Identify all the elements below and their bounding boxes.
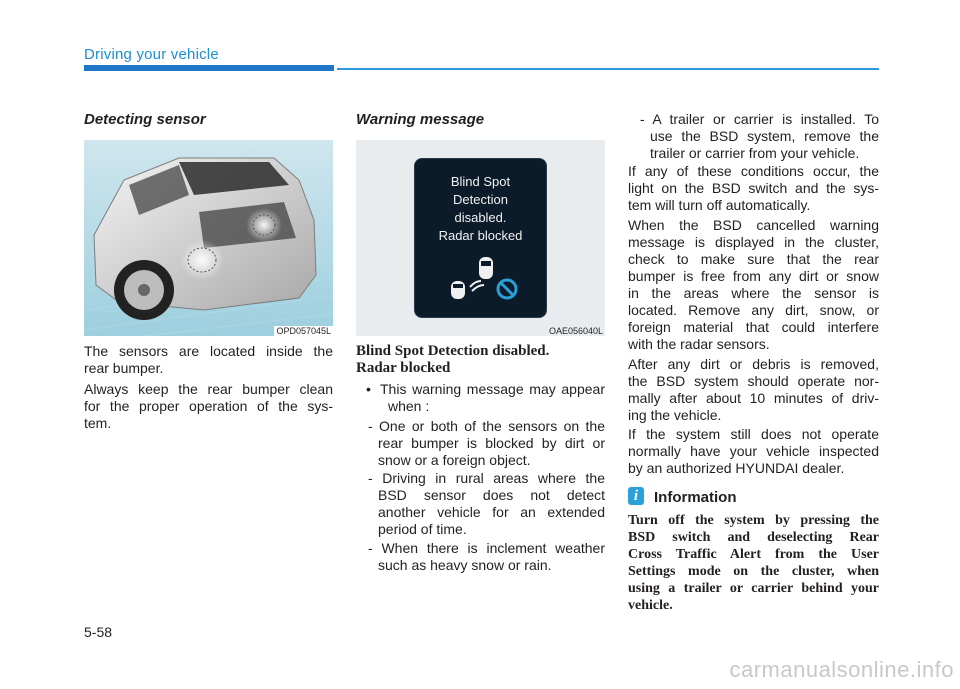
- text-line: - A trailer or carrier is installed. To: [640, 111, 879, 127]
- watermark[interactable]: carmanualsonline.info: [729, 657, 954, 682]
- text-line: by an authorized HYUNDAI dealer.: [628, 460, 845, 476]
- cluster-line: Blind Spot: [450, 174, 511, 189]
- text-line: message is displayed in the cluster,: [628, 234, 879, 250]
- text-line: check to make sure that the rear: [628, 251, 879, 267]
- text-line: when :: [388, 398, 430, 414]
- text-line: snow or a foreign object.: [378, 452, 531, 468]
- bsd-blocked-icon: [415, 251, 546, 311]
- text-line: using a trailer or carrier behind your: [628, 581, 879, 596]
- text-line: When the BSD cancelled warning: [628, 217, 879, 233]
- sub-item-1: [368, 418, 605, 469]
- text-line: Cross Traffic Alert from the User: [628, 547, 879, 562]
- text-line: - One or both of the sensors on the: [368, 418, 605, 434]
- text-line: mally after about 10 minutes of driv-: [628, 390, 879, 406]
- figure-caption: OAE056040L: [548, 326, 603, 336]
- text-line: Blind Spot Detection disabled.: [356, 343, 550, 359]
- text-line: The sensors are located inside the: [84, 343, 333, 359]
- subheading-bsd-disabled: [356, 343, 549, 377]
- text-line: such as heavy snow or rain.: [378, 557, 552, 573]
- sub-item-2: [368, 470, 605, 538]
- right-para-4: [628, 426, 879, 477]
- text-line: Always keep the rear bumper clean: [84, 381, 333, 397]
- cluster-line: Radar blocked: [438, 228, 523, 243]
- cluster-display: [414, 158, 547, 318]
- page-number: 5-58: [84, 624, 113, 640]
- info-icon: i: [628, 487, 644, 505]
- text-line: rear bumper.: [84, 360, 164, 376]
- right-para-2: [628, 217, 879, 353]
- text-line: Settings mode on the cluster, when: [628, 564, 879, 579]
- text-line: with the radar sensors.: [628, 336, 770, 352]
- text-line: If the system still does not operate: [628, 426, 879, 442]
- cluster-line: disabled.: [454, 210, 507, 225]
- text-line: period of time.: [378, 521, 467, 537]
- bullet-mark: •: [366, 381, 371, 397]
- text-line: After any dirt or debris is removed,: [628, 356, 879, 372]
- text-line: This warning message may appear: [380, 381, 605, 397]
- sub-item-3: [368, 540, 605, 574]
- figure-caption: OPD057045L: [276, 326, 331, 336]
- section-title: Driving your vehicle: [84, 46, 219, 63]
- text-line: ing the vehicle.: [628, 407, 722, 423]
- bullet-text: [380, 381, 605, 415]
- text-line: bumper is free from any dirt or snow: [628, 268, 879, 284]
- text-line: BSD sensor does not detect: [378, 487, 605, 503]
- text-line: - When there is inclement weather: [368, 540, 605, 556]
- text-line: - Driving in rural areas where the: [368, 470, 605, 486]
- text-line: light on the BSD switch and the sys-: [628, 180, 879, 196]
- text-line: another vehicle for an extended: [378, 504, 605, 520]
- text-line: located. Remove any dirt, snow, or: [628, 302, 879, 318]
- text-line: rear bumper is blocked by dirt or: [378, 435, 605, 451]
- heading-detecting-sensor: Detecting sensor: [84, 111, 206, 128]
- car-rear-figure: [84, 140, 333, 336]
- text-line: use the BSD system, remove the: [650, 128, 879, 144]
- text-line: tem.: [84, 415, 112, 431]
- sub-item-4: [640, 111, 879, 162]
- text-line: the BSD system should operate nor-: [628, 373, 879, 389]
- text-line: Radar blocked: [356, 360, 451, 376]
- header-bar: [84, 65, 334, 71]
- car-rear-illustration: [84, 140, 333, 336]
- text-line: trailer or carrier from your vehicle.: [650, 145, 860, 161]
- text-line: foreign material that could interfere: [628, 319, 879, 335]
- header-rule: [337, 68, 879, 70]
- info-title: Information: [654, 489, 737, 506]
- info-text: [628, 512, 879, 614]
- text-line: tem will turn off automatically.: [628, 197, 811, 213]
- heading-warning-message: Warning message: [356, 111, 485, 128]
- text-line: vehicle.: [628, 598, 673, 613]
- text-line: normally have your vehicle inspected: [628, 443, 879, 459]
- text-line: BSD switch and deselecting Rear: [628, 530, 879, 545]
- left-para-1: [84, 343, 333, 377]
- right-para-1: [628, 163, 879, 214]
- text-line: If any of these conditions occur, the: [628, 163, 879, 179]
- text-line: in the areas where the sensor is: [628, 285, 879, 301]
- left-para-2: [84, 381, 333, 432]
- text-line: for the proper operation of the sys-: [84, 398, 333, 414]
- text-line: Turn off the system by pressing the: [628, 513, 879, 528]
- right-para-3: [628, 356, 879, 424]
- cluster-line: Detection: [453, 192, 508, 207]
